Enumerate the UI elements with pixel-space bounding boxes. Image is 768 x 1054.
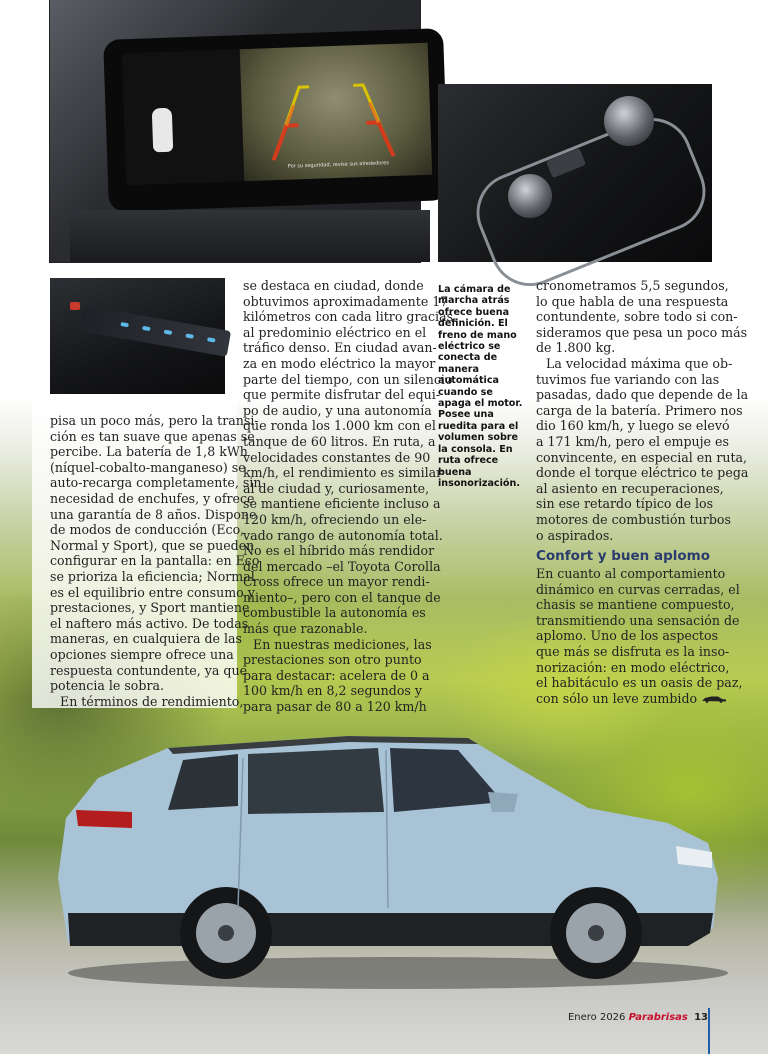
caption-line: la consola. En	[438, 443, 513, 455]
text-line: km/h, el rendimiento es similar	[243, 465, 443, 481]
center-console-photo	[438, 84, 712, 262]
text-line: pasadas, dado que depende de la	[536, 387, 749, 403]
text-line: al predominio eléctrico en el	[243, 324, 427, 340]
dashboard-vent	[70, 210, 430, 262]
text-line: Normal y Sport), que se pueden	[50, 537, 255, 553]
car-top-view-icon	[152, 108, 174, 153]
text-line: el habitáculo es un oasis de paz,	[536, 675, 743, 691]
text-line: tráfico denso. En ciudad avan-	[243, 340, 437, 356]
text-line: del mercado –el Toyota Corolla	[243, 558, 441, 574]
text-line: convincente, en especial en ruta,	[536, 449, 748, 465]
caption-line: insonorización.	[438, 477, 520, 489]
text-line: dio 160 km/h, y luego se elevó	[536, 418, 730, 434]
text-line: se mantiene eficiente incluso a	[243, 496, 441, 512]
page-number: 13	[694, 1012, 708, 1023]
text-line: que permite disfrutar del equi-	[243, 387, 441, 403]
text-line: se destaca en ciudad, donde	[243, 278, 424, 293]
footer-divider	[708, 1008, 710, 1054]
article-column-3	[536, 278, 749, 706]
caption-line: conecta de	[438, 352, 498, 364]
article-end-car-icon	[701, 695, 727, 703]
text-line: al de ciudad y, curiosamente,	[243, 480, 430, 496]
text-line: para destacar: acelera de 0 a	[243, 667, 430, 683]
text-line: más que razonable.	[243, 621, 368, 637]
text-line: sin ese retardo típico de los	[536, 496, 714, 512]
caption-line: manera	[438, 363, 480, 375]
text-line: No es el híbrido más rendidor	[243, 543, 435, 559]
text-line: de 1.800 kg.	[536, 340, 616, 356]
text-line: percibe. La batería de 1,8 kWh	[50, 444, 248, 460]
text-line: transmitiendo una sensación de	[536, 612, 740, 628]
volume-knob	[508, 174, 552, 218]
caption-line: eléctrico se	[438, 341, 501, 353]
text-line: auto-recarga completamente, sin	[50, 475, 262, 491]
article-column-1	[50, 413, 262, 709]
text-line: ción es tan suave que apenas se	[50, 428, 255, 444]
text-line: velocidades constantes de 90	[243, 449, 431, 465]
magazine-name: Parabrisas	[628, 1012, 688, 1023]
text-line: lo que habla de una respuesta	[536, 293, 729, 309]
text-line: el naftero más activo. De todas	[50, 615, 249, 631]
caption-line: automática	[438, 375, 499, 387]
text-line: que más se disfruta es la inso-	[536, 644, 730, 660]
issue-date: Enero 2026	[567, 1012, 626, 1023]
page-footer	[568, 1012, 708, 1023]
text-line: prestaciones, y Sport mantiene	[50, 600, 250, 616]
hazard-button	[70, 302, 80, 310]
text-line: a 171 km/h, pero el empuje es	[536, 433, 729, 449]
caption-line: Posee una	[438, 409, 494, 421]
rear-camera-screen-photo	[50, 0, 420, 262]
text-line: obtuvimos aproximadamente 17	[243, 293, 449, 309]
text-line: chasis se mantiene compuesto,	[536, 597, 735, 613]
infotainment-screen	[122, 43, 432, 186]
text-line: En nuestras mediciones, las	[253, 636, 432, 652]
caption-line: apaga el motor.	[438, 398, 523, 410]
text-line: pisa un poco más, pero la transi-	[50, 413, 259, 428]
text-line: con sólo un leve zumbido	[536, 690, 698, 706]
text-line: una garantía de 8 años. Dispone	[50, 506, 257, 522]
touch-buttons-photo	[50, 278, 225, 394]
text-line: (níquel-cobalto-manganeso) se	[50, 459, 246, 475]
text-line: cronometramos 5,5 segundos,	[536, 278, 729, 293]
text-line: potencia le sobra.	[50, 678, 164, 694]
text-line: tuvimos fue variando con las	[536, 371, 720, 387]
text-line: necesidad de enchufes, y ofrece	[50, 490, 255, 506]
text-line: contundente, sobre todo si con-	[536, 309, 738, 325]
text-line: se prioriza la eficiencia; Normal	[50, 568, 255, 584]
text-line: En cuanto al comportamiento	[536, 566, 726, 582]
caption-line: definición. El	[438, 318, 508, 330]
drive-selector-knob	[604, 96, 654, 146]
text-line: para pasar de 80 a 120 km/h	[243, 699, 427, 715]
text-line: Cross ofrece un mayor rendi-	[243, 574, 430, 590]
text-line: respuesta contundente, ya que	[50, 662, 248, 678]
text-line: 100 km/h en 8,2 segundos y	[243, 683, 422, 699]
text-line: parte del tiempo, con un silencio	[243, 371, 453, 387]
console-trim	[465, 106, 729, 298]
text-line: tanque de 60 litros. En ruta, a	[243, 433, 436, 449]
text-line: vado rango de autonomía total.	[243, 527, 443, 543]
text-line: combustible la autonomía es	[243, 605, 426, 621]
caption-line: ruedita para el	[438, 420, 519, 432]
text-line: La velocidad máxima que ob-	[546, 355, 733, 371]
caption-line: ofrece buena	[438, 306, 510, 318]
text-line: o aspirados.	[536, 527, 614, 543]
text-line-final	[536, 691, 712, 707]
text-line: carga de la batería. Primero nos	[536, 402, 743, 418]
text-line: miento–, pero con el tanque de	[243, 589, 441, 605]
caption-line: volumen sobre	[438, 432, 519, 444]
text-line: opciones siempre ofrece una	[50, 646, 234, 662]
text-line: que ronda los 1.000 km con el	[243, 418, 436, 434]
section-subheading: Confort y buen aplomo	[536, 548, 711, 565]
caption-line: ruta ofrece	[438, 455, 499, 467]
caption-line: buena	[438, 466, 472, 478]
text-line: kilómetros con cada litro gracias	[243, 309, 454, 325]
caption-line: La cámara de	[438, 284, 511, 295]
suv-car-illustration	[48, 728, 728, 998]
text-line: de modos de conducción (Eco,	[50, 522, 245, 538]
article-column-2	[243, 278, 454, 715]
text-line: donde el torque eléctrico te pega	[536, 465, 749, 481]
text-line: En términos de rendimiento,	[60, 693, 244, 709]
text-line: 120 km/h, ofreciendo un ele-	[243, 511, 427, 527]
text-line: prestaciones son otro punto	[243, 652, 422, 668]
text-line: za en modo eléctrico la mayor	[243, 355, 436, 371]
text-line: po de audio, y una autonomía	[243, 402, 432, 418]
caption-line: freno de mano	[438, 329, 517, 341]
text-line: configurar en la pantalla: en Eco	[50, 553, 260, 569]
text-line: sideramos que pesa un poco más	[536, 324, 748, 340]
photo-caption	[438, 284, 523, 489]
text-line: aplomo. Uno de los aspectos	[536, 628, 719, 644]
text-line: motores de combustión turbos	[536, 511, 731, 527]
text-line: dinámico en curvas cerradas, el	[536, 581, 740, 597]
screen-warning-text: Por su seguridad, revise sus alrededores	[287, 160, 390, 170]
text-line: norización: en modo eléctrico,	[536, 659, 730, 675]
caption-line: cuando se	[438, 386, 493, 398]
text-line: al asiento en recuperaciones,	[536, 480, 724, 496]
text-line: es el equilibrio entre consumo y	[50, 584, 255, 600]
caption-line: marcha atrás	[438, 295, 510, 307]
text-line: maneras, en cualquiera de las	[50, 631, 242, 647]
climate-button-row	[79, 305, 231, 357]
